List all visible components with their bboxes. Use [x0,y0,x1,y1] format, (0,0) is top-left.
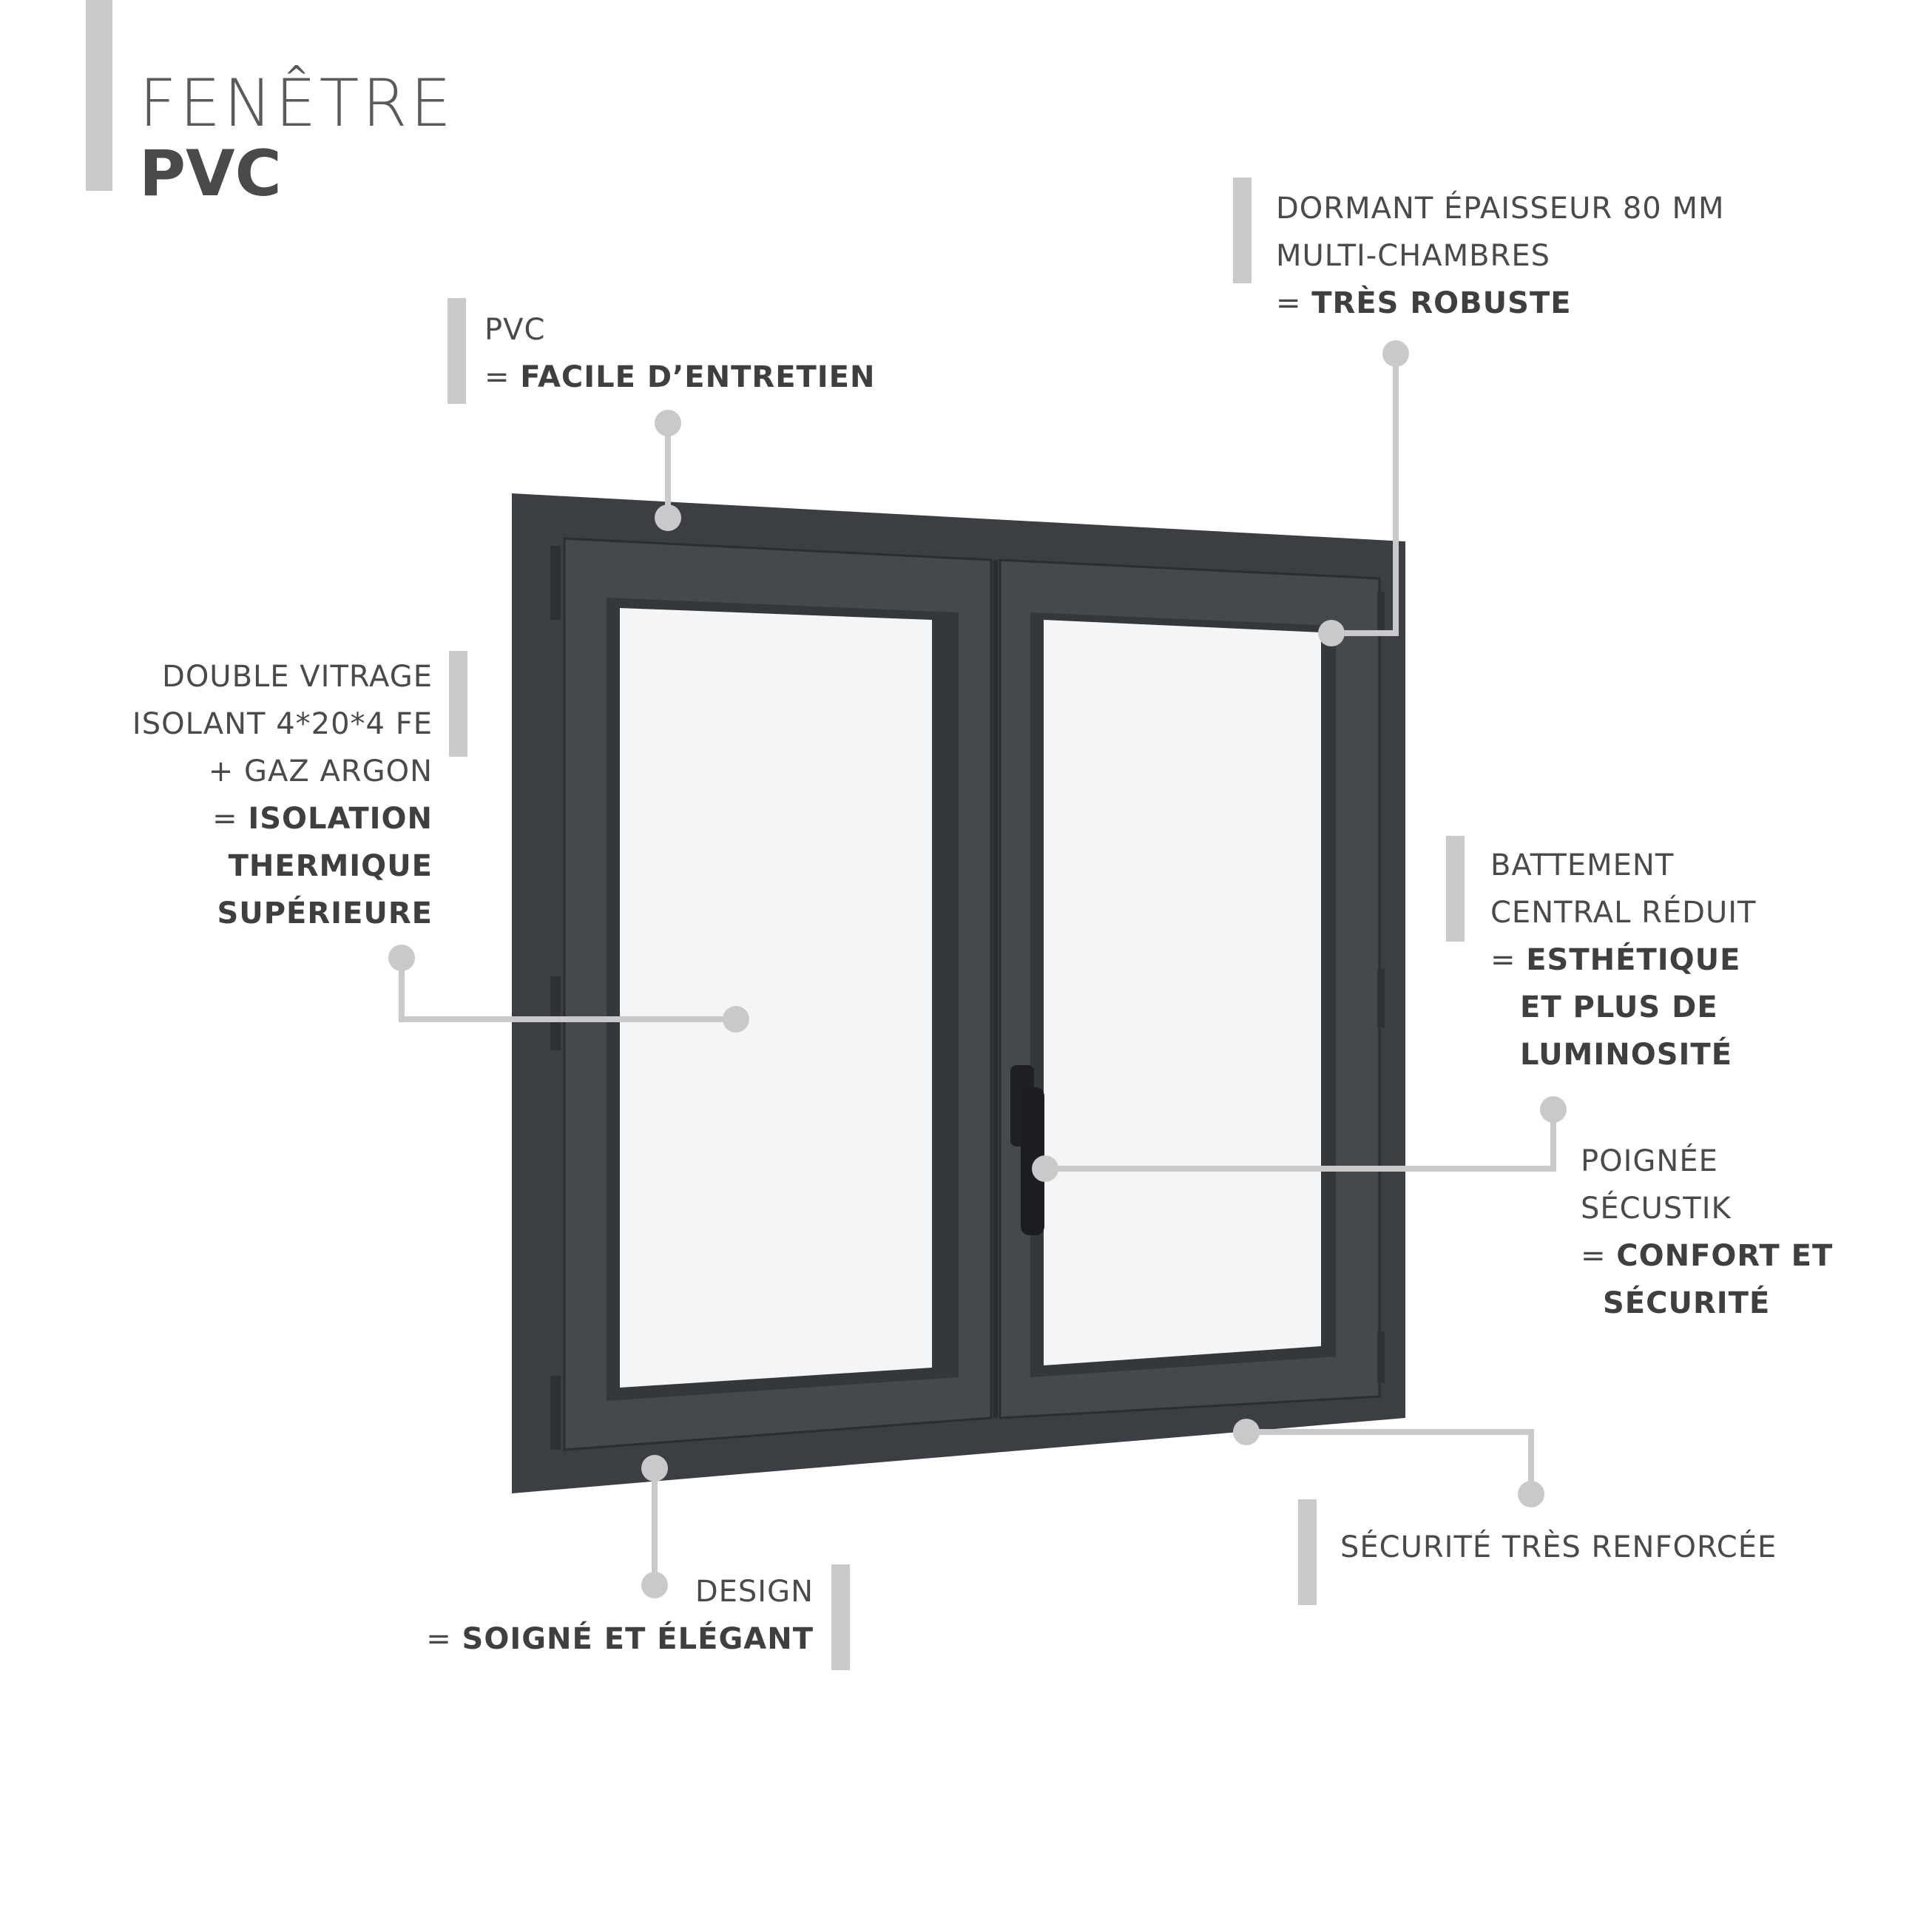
vitrage-emph1: ISOLATION [248,802,433,836]
dot-vitrage-glass [723,1006,749,1033]
hinge-bottom [550,1376,561,1450]
poignee-line1: POIGNÉE [1581,1144,1718,1178]
poignee-prefix: = [1581,1239,1617,1273]
vitrage-line2: ISOLANT 4*20*4 FE [132,707,433,741]
dot-battement [1540,1096,1567,1123]
pvc-line1: PVC [484,313,546,347]
battement-line1: BATTEMENT [1490,848,1675,882]
callout-bar-vitrage [449,651,467,757]
dot-securite-text [1518,1481,1544,1507]
callout-bar-battement [1446,836,1465,942]
dormant-prefix: = [1276,286,1312,320]
poignee-emph2: SÉCURITÉ [1603,1286,1771,1320]
dormant-emph: TRÈS ROBUSTE [1311,286,1572,320]
battement-line2: CENTRAL RÉDUIT [1490,896,1757,930]
callout-bar-pvc [447,298,466,404]
callout-securite [1340,1524,1777,1571]
dormant-line1: DORMANT ÉPAISSEUR 80 MM [1276,192,1725,226]
poignee-line2: SÉCUSTIK [1581,1192,1732,1226]
dot-securite-frame [1233,1419,1260,1445]
vitrage-line1: DOUBLE VITRAGE [162,660,433,694]
pvc-emph: FACILE D’ENTRETIEN [520,360,876,394]
callout-battement [1490,842,1756,1078]
vitrage-emph3: SUPÉRIEURE [217,896,433,930]
battement-emph2: ET PLUS DE [1520,990,1718,1024]
dot-dormant-top [1382,340,1409,367]
callout-bar-dormant [1233,178,1252,283]
callout-pvc [484,306,875,401]
dot-pvc-top [655,410,681,436]
dot-vitrage-text [388,945,415,971]
right-hardware-bottom [1377,1331,1385,1383]
right-hardware-top [1377,592,1385,636]
hinge-mid [550,976,561,1050]
battement-prefix: = [1490,943,1527,977]
design-prefix: = [426,1622,462,1656]
dot-design-frame [641,1455,668,1482]
dot-dormant-frame [1318,620,1345,646]
poignee-emph1: CONFORT ET [1616,1239,1834,1273]
callout-vitrage [59,653,433,937]
vitrage-emph2: THERMIQUE [228,849,433,883]
right-hardware-mid [1377,969,1385,1028]
pvc-prefix: = [484,360,521,394]
callout-poignee [1581,1138,1833,1327]
dormant-line2: MULTI-CHAMBRES [1276,239,1551,273]
vitrage-prefix: = [212,802,249,836]
title-bold: PVC [139,137,282,211]
design-line1: DESIGN [695,1575,814,1609]
callout-dormant [1276,185,1725,327]
dot-handle [1032,1155,1058,1182]
left-glass [620,608,932,1388]
design-emph: SOIGNÉ ET ÉLÉGANT [462,1622,814,1656]
vitrage-line3: + GAZ ARGON [208,754,433,788]
title-light: FENÊTRE [139,65,455,141]
callout-bar-design [831,1564,850,1670]
callout-design [414,1568,814,1663]
battement-emph1: ESTHÉTIQUE [1526,943,1741,977]
securite-line1: SÉCURITÉ TRÈS RENFORCÉE [1340,1530,1777,1564]
right-glass [1044,620,1321,1365]
hinge-top [550,546,561,620]
battement-emph3: LUMINOSITÉ [1520,1038,1733,1072]
dot-pvc-frame [655,504,681,531]
callout-bar-securite [1298,1499,1317,1605]
